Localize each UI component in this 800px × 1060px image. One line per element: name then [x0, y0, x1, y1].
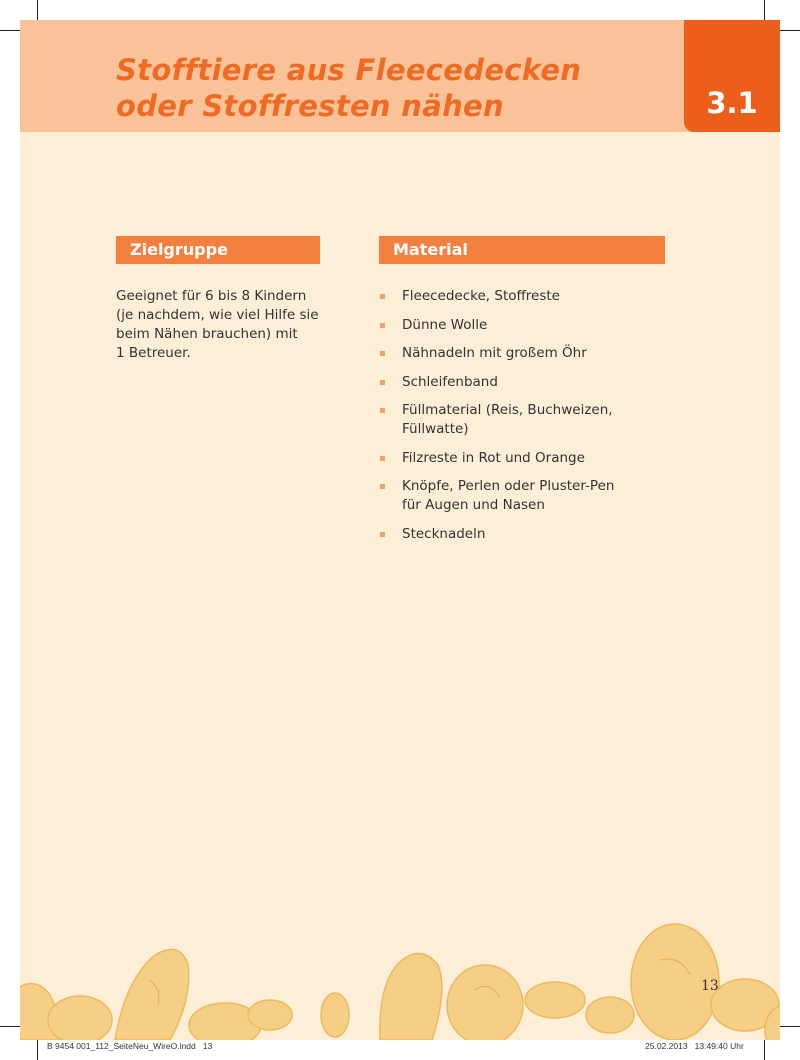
list-item-label: Nähnadeln mit großem Öhr [402, 345, 587, 361]
list-item-label: Füllmaterial (Reis, Buchweizen, [402, 402, 613, 418]
crop-mark [0, 1026, 20, 1027]
document-page [20, 20, 780, 1040]
chapter-number-tab: 3.1 [684, 20, 780, 132]
text-line: beim Nähen brauchen) mit [116, 326, 298, 342]
list-item [379, 449, 649, 468]
page-title-line: Stofftiere aus Fleecedecken [116, 53, 582, 87]
list-item-label: Schleifenband [402, 373, 498, 390]
text-line: Geeignet für 6 bis 8 Kindern [116, 288, 307, 304]
list-item [379, 525, 649, 544]
crop-mark [780, 30, 800, 31]
crop-mark [764, 0, 765, 20]
header-band [20, 20, 780, 132]
text-line: 1 Betreuer. [116, 345, 191, 361]
square-bullet-icon [380, 484, 385, 489]
list-item-label: Filzreste in Rot und Orange [402, 449, 585, 466]
target-group-text [116, 287, 326, 363]
square-bullet-icon [380, 408, 385, 413]
list-item-label: Stecknadeln [402, 525, 486, 542]
page-title-line: oder Stoffresten nähen [116, 89, 504, 123]
text-line: (je nachdem, wie viel Hilfe sie [116, 307, 319, 323]
list-item-label-continued: Füllwatte) [402, 421, 469, 437]
list-item [379, 373, 649, 392]
list-item [379, 477, 649, 515]
crop-mark [764, 1040, 765, 1060]
crop-mark [0, 30, 20, 31]
page-title [116, 52, 581, 124]
list-item-label-continued: für Augen und Nasen [402, 497, 545, 513]
page-number: 13 [701, 978, 719, 994]
square-bullet-icon [380, 323, 385, 328]
square-bullet-icon [380, 456, 385, 461]
list-item-label: Dünne Wolle [402, 316, 488, 333]
square-bullet-icon [380, 351, 385, 356]
list-item [379, 344, 649, 363]
crop-mark [37, 1040, 38, 1060]
square-bullet-icon [380, 532, 385, 537]
crop-mark [780, 1026, 800, 1027]
list-item-label: Fleecedecke, Stoffreste [402, 288, 560, 304]
crop-mark [37, 0, 38, 20]
square-bullet-icon [380, 294, 385, 299]
material-heading: Material [379, 236, 665, 264]
target-group-heading: Zielgruppe [116, 236, 320, 264]
print-slug-file: B 9454 001_112_SeiteNeu_WireO.indd 13 [47, 1041, 213, 1051]
list-item [379, 401, 649, 439]
decorative-stones-image [20, 920, 780, 1040]
print-slug-timestamp: 25.02.2013 13:49:40 Uhr [645, 1041, 744, 1051]
square-bullet-icon [380, 380, 385, 385]
material-list [379, 287, 649, 553]
list-item-label: Knöpfe, Perlen oder Pluster-Pen [402, 478, 615, 494]
list-item [379, 287, 649, 306]
list-item [379, 316, 649, 335]
